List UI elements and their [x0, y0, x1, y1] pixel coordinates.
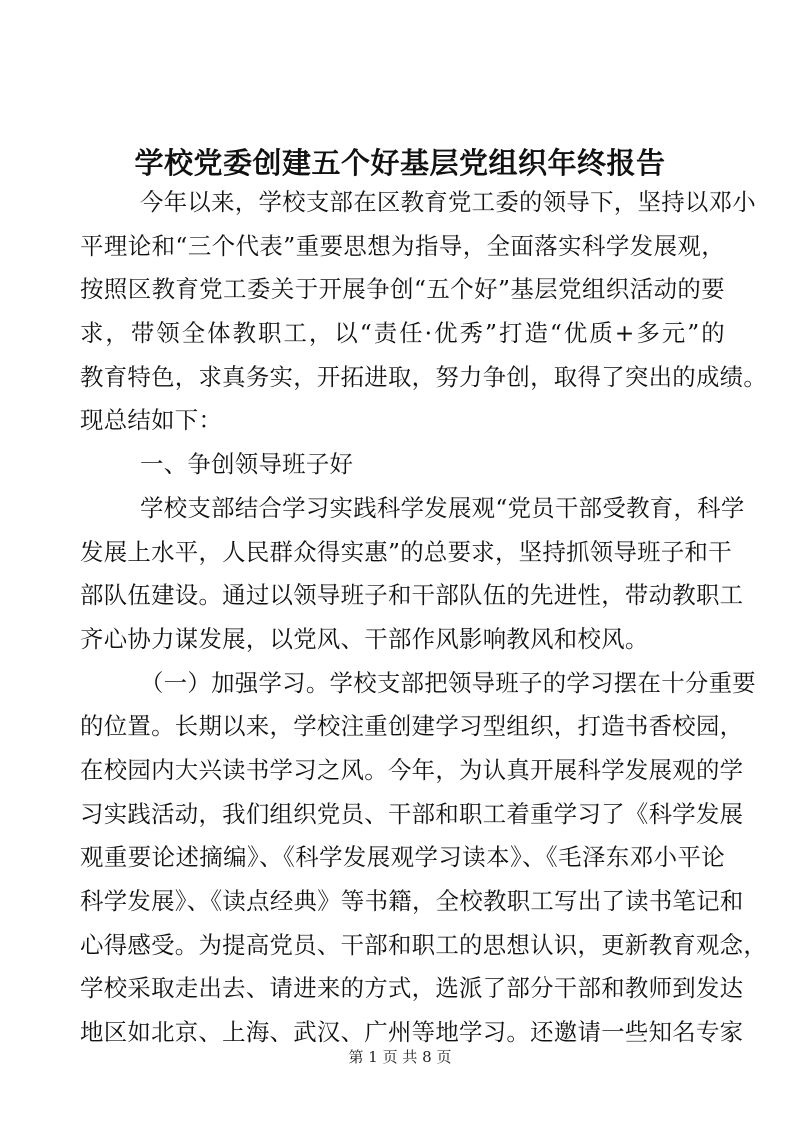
paragraph-line: 部队伍建设。通过以领导班子和干部队伍的先进性，带动教职工	[80, 581, 744, 610]
paragraph-line: 教育特色，求真务实，开拓进取，努力争创，取得了突出的成绩。	[80, 362, 768, 391]
document-body	[80, 181, 768, 1055]
paragraph-line: 的位置。长期以来，学校注重创建学习型组织，打造书香校园，	[80, 712, 744, 741]
paragraph-line: 今年以来，学校支部在区教育党工委的领导下，坚持以邓小	[140, 188, 756, 216]
paragraph-line: 学校采取走出去、请进来的方式，选派了部分干部和教师到发达	[80, 974, 744, 1003]
paragraph-line: 在校园内大兴读书学习之风。今年，为认真开展科学发展观的学	[80, 755, 744, 784]
paragraph-line: 地区如北京、上海、武汉、广州等地学习。还邀请一些知名专家	[80, 1018, 744, 1047]
section-heading: 一、争创领导班子好	[140, 450, 354, 479]
paragraph-line: 观重要论述摘编》、《科学发展观学习读本》、《毛泽东邓小平论	[80, 843, 725, 872]
page-number-label: 第 1 页 共 8 页	[348, 1048, 452, 1066]
paragraph-line: 学校支部结合学习实践科学发展观“党员干部受教育，科学	[140, 493, 745, 522]
paragraph-line: 科学发展》、《读点经典》等书籍，全校教职工写出了读书笔记和	[80, 887, 744, 915]
paragraph-line: 求，带领全体教职工，以“责任·优秀”打造“优质+多元”的	[80, 319, 725, 348]
paragraph-line: 平理论和“三个代表”重要思想为指导，全面落实科学发展观，	[80, 231, 725, 260]
paragraph-line: 习实践活动，我们组织党员、干部和职工着重学习了《科学发展	[80, 799, 744, 828]
paragraph-line: 齐心协力谋发展，以党风、干部作风影响教风和校风。	[80, 624, 649, 653]
document-title: 学校党委创建五个好基层党组织年终报告	[134, 146, 666, 180]
paragraph-line: 心得感受。为提高党员、干部和职工的思想认识，更新教育观念，	[80, 930, 768, 959]
page-number-footer	[0, 1047, 800, 1067]
paragraph-line: （一）加强学习。学校支部把领导班子的学习摆在十分重要	[140, 668, 756, 697]
paragraph-line: 发展上水平，人民群众得实惠”的总要求，坚持抓领导班子和干	[80, 537, 732, 566]
paragraph-line: 现总结如下：	[80, 406, 223, 435]
paragraph-line: 按照区教育党工委关于开展争创“五个好”基层党组织活动的要	[80, 275, 725, 304]
